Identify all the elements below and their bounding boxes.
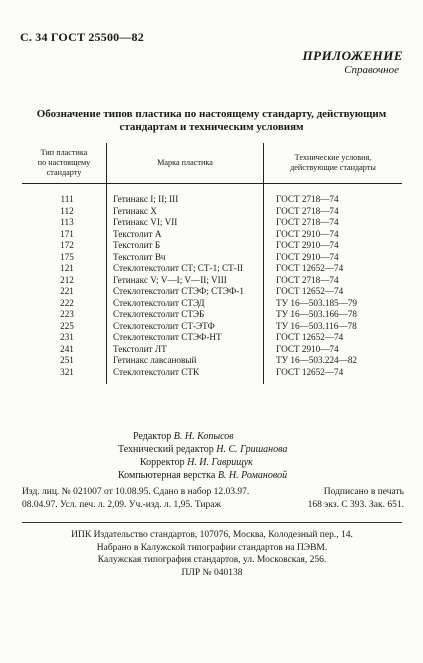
table-row — [22, 275, 402, 287]
cell-type: 172 — [22, 240, 107, 252]
publisher-info — [22, 522, 402, 579]
table-row — [22, 263, 402, 275]
cell-grade: Гетинакс Х — [107, 206, 264, 218]
table-title-line: стандартам и техническим условиям — [119, 121, 304, 133]
cell-type: 111 — [22, 184, 107, 206]
cell-type: 171 — [22, 229, 107, 241]
header-text: действующие стандарты — [290, 163, 376, 172]
publisher-line: ПЛР № 040138 — [181, 567, 243, 578]
cell-type: 223 — [22, 309, 107, 321]
cell-type: 321 — [22, 367, 107, 385]
table-header-row — [22, 143, 402, 184]
cell-grade: Гетинакс лавсановый — [107, 355, 264, 367]
table-row — [22, 229, 402, 241]
table-row — [22, 321, 402, 333]
cell-grade: Стеклотекстолит СТЭФ-НТ — [107, 332, 264, 344]
table-title — [20, 108, 403, 134]
cell-grade: Гетинакс I; II; III — [107, 184, 264, 206]
cell-spec: ГОСТ 2910—74 — [276, 251, 339, 262]
cell-grade: Гетинакс VI; VII — [107, 217, 264, 229]
credit-layout — [0, 469, 423, 482]
print-info-text: Подписано в печать — [323, 487, 404, 497]
cell-grade: Стеклотекстолит СТ-ЭТФ — [107, 321, 264, 333]
print-info-text: Изд. лиц. № 021007 от 10.08.95. Сдано в набор 12.03.97. — [22, 487, 250, 497]
cell-type: 221 — [22, 286, 107, 298]
cell-type: 212 — [22, 275, 107, 287]
table-row — [22, 184, 402, 206]
cell-grade: Текстолит Вч — [107, 252, 264, 264]
cell-grade: Стеклотекстолит СТ; СТ-1; СТ-II — [107, 263, 264, 275]
column-header-spec — [264, 143, 403, 184]
cell-type: 225 — [22, 321, 107, 333]
table-row — [22, 332, 402, 344]
print-info-text: 08.04.97. Усл. печ. л. 2,09. Уч.-изд. л. 1,95. Тираж — [22, 499, 222, 510]
cell-spec: ГОСТ 2718—74 — [276, 274, 339, 285]
cell-grade: Стеклотекстолит СТЭД — [107, 298, 264, 310]
table-row — [22, 344, 402, 356]
cell-spec: ТУ 16—503.224—82 — [276, 355, 358, 365]
table-row — [22, 298, 402, 310]
cell-grade: Текстолит ЛТ — [107, 344, 264, 356]
credit-role: Компьютерная верстка — [118, 470, 216, 481]
column-header-type — [22, 143, 107, 184]
header-text: Технические условия, — [294, 153, 372, 162]
cell-grade: Текстолит Б — [107, 240, 264, 252]
print-info-row — [22, 499, 404, 512]
table-row — [22, 240, 402, 252]
credit-tech-editor — [0, 443, 423, 456]
cell-grade: Стеклотекстолит СТЭБ — [107, 309, 264, 321]
credit-role: Технический редактор — [118, 444, 214, 455]
cell-spec: ГОСТ 2718—74 — [276, 194, 339, 204]
table-row — [22, 206, 402, 218]
cell-spec: ГОСТ 12652—74 — [276, 263, 344, 273]
cell-grade: Текстолит А — [107, 229, 264, 241]
cell-grade: Стеклотекстолит СТЭФ; СТЭФ-1 — [107, 286, 264, 298]
cell-type: 251 — [22, 355, 107, 367]
credit-role: Корректор — [140, 457, 185, 468]
appendix-subtitle: Справочное — [344, 64, 399, 76]
credit-corrector — [0, 456, 423, 469]
cell-spec: ГОСТ 2910—74 — [276, 343, 339, 354]
publisher-line: ИПК Издательство стандартов, 107076, Москва, Колодезный пер., 14. — [71, 530, 353, 540]
print-info-row — [22, 486, 404, 499]
cell-type: 222 — [22, 298, 107, 310]
cell-spec: ГОСТ 2718—74 — [276, 205, 339, 216]
credit-name: В. Н. Копысов — [173, 431, 234, 442]
publisher-line: Набрано в Калужской типографии стандартов на ПЭВМ. — [96, 542, 328, 553]
table-row — [22, 309, 402, 321]
table-title-line: Обозначение типов пластика по настоящему стандарту, действующим — [36, 108, 387, 120]
cell-type: 175 — [22, 252, 107, 264]
cell-spec: ГОСТ 12652—74 — [276, 366, 344, 377]
table-row — [22, 252, 402, 264]
credit-editor — [0, 430, 423, 443]
header-text: Тип пластика — [40, 148, 88, 157]
table-row — [22, 355, 402, 367]
cell-spec: ТУ 16—503.166—78 — [276, 309, 358, 319]
header-text: стандарту — [46, 168, 82, 177]
cell-spec: ГОСТ 2910—74 — [276, 228, 339, 239]
table-row — [22, 367, 402, 385]
table-row — [22, 217, 402, 229]
header-text: Марка пластика — [157, 158, 213, 167]
cell-spec: ГОСТ 12652—74 — [276, 332, 344, 342]
cell-spec: ТУ 16—503.185—79 — [276, 297, 358, 308]
cell-type: 113 — [22, 217, 107, 229]
print-info — [22, 486, 404, 511]
cell-spec: ТУ 16—503.116—78 — [276, 320, 357, 331]
page-header: С. 34 ГОСТ 25500—82 — [20, 30, 144, 44]
cell-spec: ГОСТ 12652—74 — [276, 286, 344, 296]
table-row — [22, 286, 402, 298]
credit-name: Н. И. Гаврищук — [187, 457, 253, 468]
column-header-grade — [107, 143, 264, 184]
credit-role: Редактор — [133, 431, 172, 442]
credit-name: Н. С. Гришанова — [216, 444, 288, 455]
credits — [0, 430, 423, 482]
cell-type: 112 — [22, 206, 107, 218]
print-info-text: 168 экз. С 393. Зак. 651. — [307, 499, 404, 510]
cell-type: 241 — [22, 344, 107, 356]
cell-type: 121 — [22, 263, 107, 275]
publisher-line: Калужская типография стандартов, ул. Московская, 256. — [97, 555, 327, 565]
header-text: по настоящему — [37, 158, 91, 167]
cell-type: 231 — [22, 332, 107, 344]
cell-grade: Гетинакс V; V—I; V—II; VIII — [107, 275, 264, 287]
cell-spec: ГОСТ 2910—74 — [276, 240, 339, 250]
credit-name: В. Н. Романовой — [217, 470, 288, 481]
cell-spec: ГОСТ 2718—74 — [276, 217, 339, 227]
appendix-title: ПРИЛОЖЕНИЕ — [302, 48, 403, 63]
plastic-types-table — [22, 143, 402, 384]
cell-grade: Стеклотекстолит СТК — [107, 367, 264, 385]
